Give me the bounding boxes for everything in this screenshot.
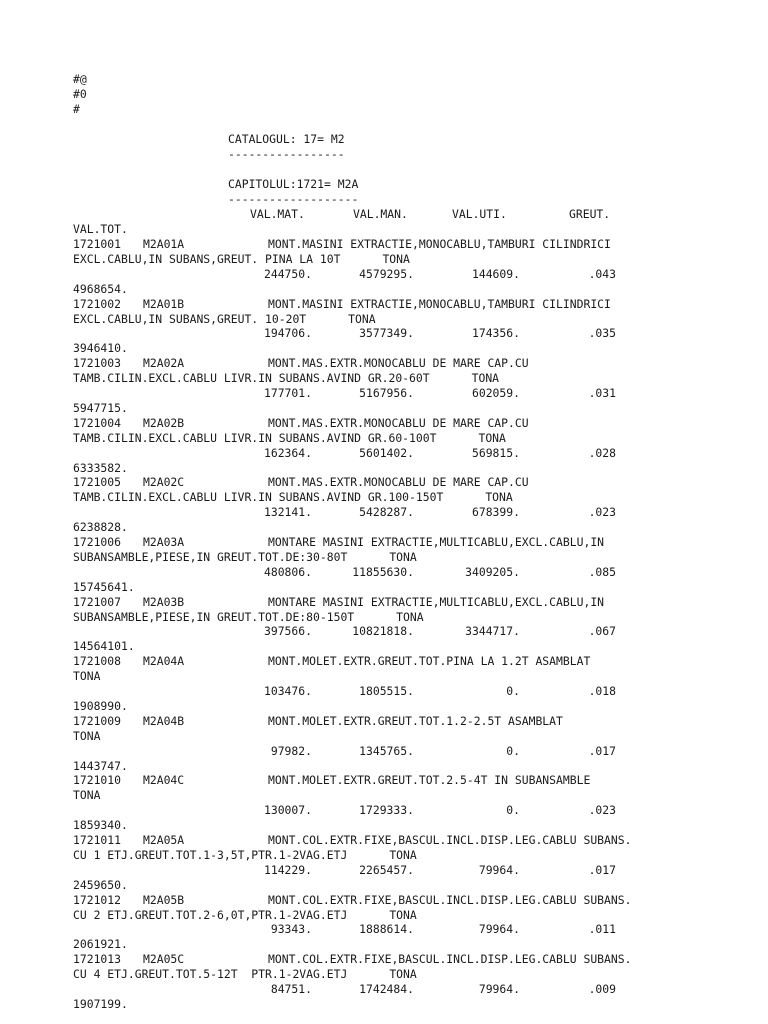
entry-val-tot: 4968654. — [73, 281, 128, 296]
entry-greut: .035 — [588, 326, 616, 341]
entry-code: 1721001 — [73, 237, 122, 251]
entry-val-man: 11855630. — [352, 564, 414, 579]
entry-greut: .067 — [588, 624, 616, 639]
entry-symbol: M2A04B — [143, 713, 185, 728]
entry-val-uti: 144609. — [471, 266, 520, 281]
entry-val-uti: 569815. — [471, 445, 520, 460]
entry-greut: .011 — [588, 922, 616, 937]
entry-val-mat: 397566. — [263, 624, 312, 639]
entry-val-mat: 103476. — [263, 684, 312, 698]
entry-unit: TONA — [348, 311, 376, 326]
entry-symbol: M2A02B — [143, 415, 185, 430]
entry-val-man: 2265457. — [359, 862, 414, 877]
entry-symbol: M2A05A — [143, 833, 185, 847]
entry-val-man: 5167956. — [359, 386, 414, 400]
entry-code: 1721008 — [73, 654, 122, 669]
entry-val-uti: 3409205. — [465, 564, 520, 579]
entry-greut: .043 — [588, 266, 616, 281]
entry-code: 1721002 — [73, 296, 122, 311]
entry-val-uti: 0. — [506, 803, 520, 818]
entry-unit: TONA — [389, 847, 417, 862]
entry-description: MONTARE MASINI EXTRACTIE,MULTICABLU,EXCL.CABLU,IN — [268, 535, 605, 549]
entry-val-man: 1805515. — [359, 684, 414, 698]
column-header-greut: GREUT. — [569, 207, 611, 221]
entry-unit: TONA — [485, 490, 513, 505]
entry-unit: TONA — [389, 907, 417, 922]
entry-val-tot: 14564101. — [73, 639, 135, 654]
entry-val-mat: 132141. — [263, 505, 312, 520]
entry-code: 1721003 — [73, 356, 122, 371]
column-header-val-tot: VAL.TOT. — [73, 222, 128, 236]
entry-description-cont: EXCL.CABLU,IN SUBANS,GREUT. PINA LA 10T — [73, 251, 341, 266]
entry-val-man: 1345765. — [359, 743, 414, 758]
column-header-val-man: VAL.MAN. — [353, 207, 408, 221]
catalog-underline: ----------------- — [228, 147, 345, 161]
entry-val-man: 1888614. — [359, 922, 414, 937]
entry-description-cont: CU 4 ETJ.GREUT.TOT.5-12T PTR.1-2VAG.ETJ — [73, 967, 348, 982]
entry-code: 1721005 — [73, 475, 122, 490]
entry-unit: TONA — [382, 251, 410, 266]
entry-val-mat: 162364. — [263, 445, 312, 460]
entry-val-uti: 79964. — [478, 862, 520, 877]
entry-description: MONT.COL.EXTR.FIXE,BASCUL.INCL.DISP.LEG.CABLU SUBANS. — [268, 952, 632, 967]
chapter-title: CAPITOLUL:1721= M2A — [228, 177, 359, 191]
entry-unit: TONA — [73, 788, 101, 803]
entry-unit: TONA — [471, 371, 500, 386]
marker-line: #0 — [73, 87, 87, 101]
entry-description-cont: TAMB.CILIN.EXCL.CABLU LIVR.IN SUBANS.AVIND GR.20-60T — [73, 371, 430, 386]
entry-description-cont: TAMB.CILIN.EXCL.CABLU LIVR.IN SUBANS.AVIND GR.100-150T — [73, 490, 444, 505]
entry-description: MONT.MAS.EXTR.MONOCABLU DE MARE CAP.CU — [268, 356, 529, 371]
entry-val-tot: 6238828. — [73, 520, 128, 535]
entry-val-uti: 678399. — [471, 505, 520, 520]
entry-description: MONT.MAS.EXTR.MONOCABLU DE MARE CAP.CU — [268, 415, 529, 430]
entry-val-uti: 3344717. — [465, 624, 520, 639]
chapter-underline: ------------------- — [228, 192, 359, 206]
entry-val-tot: 3946410. — [73, 341, 128, 356]
entry-val-uti: 174356. — [471, 326, 520, 341]
entry-val-uti: 602059. — [471, 386, 520, 400]
entry-greut: .023 — [588, 505, 616, 520]
entry-val-uti: 79964. — [478, 922, 520, 937]
entry-symbol: M2A01A — [143, 237, 185, 251]
entry-val-mat: 194706. — [263, 326, 312, 341]
entry-greut: .017 — [588, 743, 616, 758]
entry-greut: .018 — [588, 684, 616, 698]
entry-code: 1721007 — [73, 594, 122, 609]
entry-unit: TONA — [389, 549, 417, 564]
column-header-val-mat: VAL.MAT. — [250, 207, 305, 221]
entry-description: MONT.MOLET.EXTR.GREUT.TOT.2.5-4T IN SUBANSAMBLE — [268, 773, 591, 788]
entry-val-mat: 97982. — [270, 743, 312, 758]
entry-val-man: 4579295. — [359, 266, 414, 281]
entry-symbol: M2A02A — [143, 356, 185, 371]
entry-val-man: 5428287. — [359, 505, 414, 520]
marker-line: #@ — [73, 72, 87, 86]
entry-greut: .085 — [588, 564, 616, 579]
entry-val-mat: 84751. — [270, 982, 312, 996]
entry-val-uti: 0. — [506, 743, 520, 758]
entry-val-mat: 114229. — [263, 862, 312, 877]
entry-val-man: 5601402. — [359, 445, 414, 460]
entry-val-tot: 15745641. — [73, 579, 135, 594]
entry-description-cont: SUBANSAMBLE,PIESE,IN GREUT.TOT.DE:30-80T — [73, 549, 348, 564]
entry-symbol: M2A03A — [143, 535, 185, 549]
entry-val-tot: 1859340. — [73, 818, 128, 833]
entry-val-uti: 79964. — [478, 982, 520, 996]
entry-unit: TONA — [73, 669, 101, 684]
entry-code: 1721010 — [73, 773, 122, 788]
entry-val-tot: 5947715. — [73, 400, 128, 415]
entry-description-cont: SUBANSAMBLE,PIESE,IN GREUT.TOT.DE:80-150T — [73, 609, 355, 624]
catalog-title: CATALOGUL: 17= M2 — [228, 132, 345, 146]
entry-description: MONT.COL.EXTR.FIXE,BASCUL.INCL.DISP.LEG.CABLU SUBANS. — [268, 892, 632, 907]
entry-unit: TONA — [389, 967, 417, 982]
entry-description: MONT.MOLET.EXTR.GREUT.TOT.1.2-2.5T ASAMBLAT — [268, 713, 563, 728]
entry-description-cont: EXCL.CABLU,IN SUBANS,GREUT. 10-20T — [73, 311, 307, 326]
entry-val-man: 3577349. — [359, 326, 414, 341]
column-header-val-uti: VAL.UTI. — [452, 207, 507, 221]
entry-greut: .023 — [588, 803, 616, 818]
entry-symbol: M2A05B — [143, 892, 185, 907]
entry-symbol: M2A03B — [143, 594, 185, 609]
entry-symbol: M2A05C — [143, 952, 185, 967]
entry-symbol: M2A04A — [143, 654, 185, 669]
entry-val-mat: 480806. — [263, 564, 312, 579]
entry-symbol: M2A04C — [143, 773, 185, 788]
entry-symbol: M2A01B — [143, 296, 185, 311]
entry-val-tot: 6333582. — [73, 460, 128, 475]
entry-greut: .031 — [588, 386, 616, 400]
entry-description: MONT.COL.EXTR.FIXE,BASCUL.INCL.DISP.LEG.CABLU SUBANS. — [268, 833, 632, 847]
entry-code: 1721011 — [73, 833, 122, 847]
entry-description: MONT.MAS.EXTR.MONOCABLU DE MARE CAP.CU — [268, 475, 529, 490]
entry-val-tot: 1907199. — [73, 996, 128, 1011]
entry-symbol: M2A02C — [143, 475, 185, 490]
entry-unit: TONA — [396, 609, 424, 624]
entry-val-tot: 2459650. — [73, 877, 128, 892]
entry-val-man: 1729333. — [359, 803, 414, 818]
entry-val-man: 10821818. — [352, 624, 414, 639]
entry-val-tot: 2061921. — [73, 937, 128, 952]
entry-code: 1721006 — [73, 535, 122, 549]
marker-line: # — [73, 102, 80, 116]
entry-code: 1721004 — [73, 415, 122, 430]
entry-description: MONT.MOLET.EXTR.GREUT.TOT.PINA LA 1.2T ASAMBLAT — [268, 654, 591, 669]
entry-greut: .017 — [588, 862, 616, 877]
entry-val-mat: 93343. — [270, 922, 312, 937]
entry-greut: .009 — [588, 982, 616, 996]
entry-code: 1721009 — [73, 713, 122, 728]
entry-description-cont: CU 2 ETJ.GREUT.TOT.2-6,0T,PTR.1-2VAG.ETJ — [73, 907, 348, 922]
entry-val-mat: 130007. — [263, 803, 312, 818]
entry-description-cont: TAMB.CILIN.EXCL.CABLU LIVR.IN SUBANS.AVIND GR.60-100T — [73, 430, 437, 445]
entry-val-tot: 1443747. — [73, 758, 128, 773]
entry-unit: TONA — [478, 430, 506, 445]
entry-description: MONT.MASINI EXTRACTIE,MONOCABLU,TAMBURI CILINDRICI — [268, 237, 611, 251]
entry-unit: TONA — [73, 728, 101, 743]
entry-greut: .028 — [588, 445, 616, 460]
entry-val-tot: 1908990. — [73, 698, 128, 713]
entry-val-mat: 177701. — [263, 386, 312, 400]
entry-description-cont: CU 1 ETJ.GREUT.TOT.1-3,5T,PTR.1-2VAG.ETJ — [73, 847, 348, 862]
entry-description: MONTARE MASINI EXTRACTIE,MULTICABLU,EXCL.CABLU,IN — [268, 594, 605, 609]
entry-val-mat: 244750. — [263, 266, 312, 281]
entry-val-uti: 0. — [506, 684, 520, 698]
entry-val-man: 1742484. — [359, 982, 414, 996]
entry-description: MONT.MASINI EXTRACTIE,MONOCABLU,TAMBURI CILINDRICI — [268, 296, 611, 311]
entry-code: 1721012 — [73, 892, 122, 907]
entry-code: 1721013 — [73, 952, 122, 967]
